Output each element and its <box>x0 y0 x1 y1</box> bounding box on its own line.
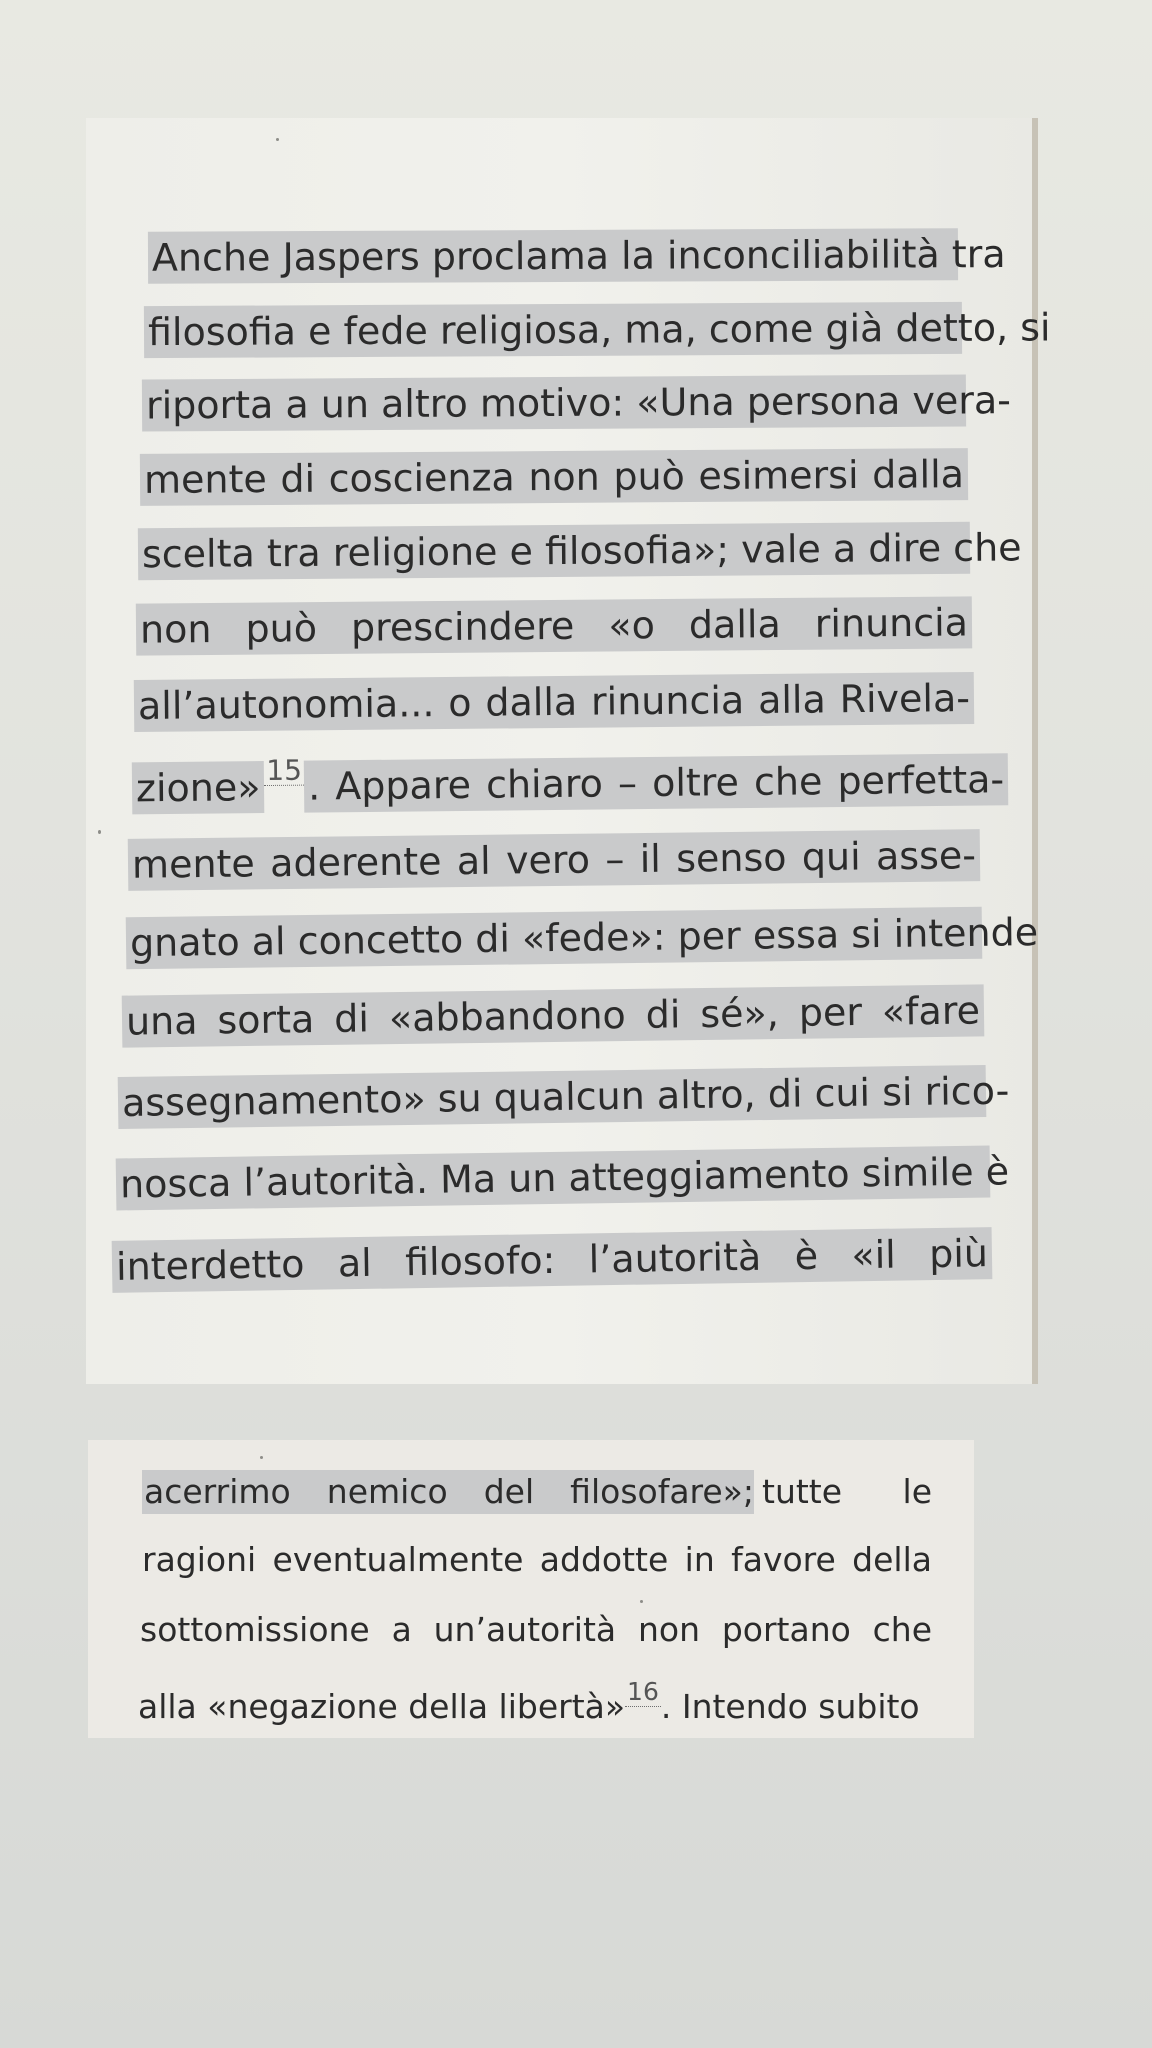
footnote-marker-16[interactable]: 16 <box>627 1677 659 1706</box>
text-line-2: filosofia e fede religiosa, ma, come già detto, si <box>144 302 962 358</box>
text-line-1: Anche Jaspers proclama la inconciliabilità tra <box>148 228 958 284</box>
footnote-marker-15[interactable]: 15 <box>266 753 303 788</box>
text-line-8-start: zione» <box>132 761 265 814</box>
text-line-3: riporta a un altro motivo: «Una persona vera- <box>142 374 966 431</box>
text-line-15-rest: tutte le <box>762 1472 932 1511</box>
paper-speck <box>276 138 279 141</box>
text-line-16: ragioni eventualmente addotte in favore della <box>142 1540 932 1579</box>
text-line-8-rest: . Appare chiaro – oltre che perfetta- <box>304 753 1009 812</box>
text-line-11: una sorta di «abbandono di sé», per «fare <box>122 984 985 1047</box>
book-page-bottom-snippet <box>88 1440 974 1738</box>
text-line-10: gnato al concetto di «fede»: per essa si intende <box>126 907 983 969</box>
text-line-5: scelta tra religione e filosofia»; vale a dire che <box>138 522 970 581</box>
text-line-9: mente aderente al vero – il senso qui asse- <box>128 829 981 891</box>
text-line-4: mente di coscienza non può esimersi dalla <box>140 448 968 506</box>
text-line-7: all’autonomia... o dalla rinuncia alla Rivela- <box>134 672 974 732</box>
text-line-14: interdetto al filosofo: l’autorità è «il più <box>112 1227 993 1293</box>
text-line-8 <box>132 750 1005 815</box>
text-line-15-highlighted: acerrimo nemico del filosofare»; <box>142 1470 754 1514</box>
text-line-18-rest: . Intendo subito <box>660 1687 920 1726</box>
text-line-17: sottomissione a un’autorità non portano che <box>140 1610 932 1649</box>
paper-speck <box>640 1600 643 1603</box>
paper-speck <box>260 1456 263 1459</box>
text-line-15 <box>142 1470 932 1514</box>
text-line-13: nosca l’autorità. Ma un atteggiamento simile è <box>116 1146 991 1211</box>
text-line-18-start: alla «negazione della libertà» <box>138 1687 626 1726</box>
text-line-18 <box>138 1678 934 1729</box>
book-page-top-snippet <box>86 118 1051 1384</box>
text-line-6: non può prescindere «o dalla rinuncia <box>136 596 972 655</box>
text-line-12: assegnamento» su qualcun altro, di cui si rico- <box>118 1065 987 1129</box>
paper-speck <box>98 830 101 834</box>
